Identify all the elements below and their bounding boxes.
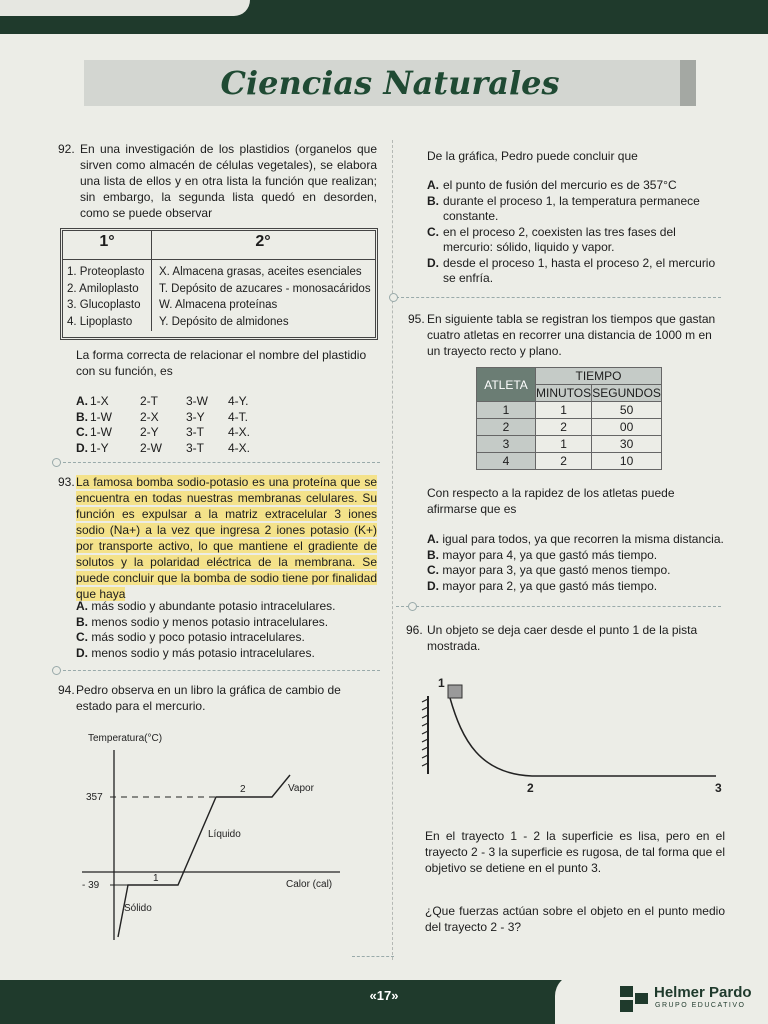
- q93-text: [76, 474, 377, 602]
- option-cell: 2-Y: [140, 425, 159, 439]
- option-text: menos sodio y menos potasio intracelulares.: [91, 614, 329, 629]
- q94-option-a[interactable]: [427, 178, 727, 194]
- graph-label-2: 2: [240, 784, 246, 795]
- plastid-name: 2. Amiloplasto: [67, 282, 139, 295]
- q92-option-c[interactable]: [76, 425, 276, 441]
- plastid-function: X. Almacena grasas, aceites esenciales: [159, 266, 362, 278]
- column-divider: [392, 140, 393, 960]
- q92-number: 92.: [58, 142, 75, 156]
- track-object-block: [448, 685, 462, 698]
- option-text: más sodio y poco potasio intracelulares.: [91, 630, 305, 644]
- table-cell: 1: [477, 402, 536, 419]
- plastid-function: T. Depósito de azucares - monosacáridos: [159, 282, 371, 295]
- option-letter: A.: [76, 599, 88, 613]
- table-cell: 4: [477, 453, 536, 470]
- q95-options: [427, 532, 727, 594]
- table-cell: 30: [592, 436, 662, 453]
- graph-tick-357: 357: [86, 792, 103, 803]
- track-point-3: 3: [715, 781, 722, 795]
- top-header-tab: [0, 0, 250, 16]
- page-number: «17»: [369, 988, 399, 1003]
- q94-text: Pedro observa en un libro la gráfica de cambio de estado para el mercurio.: [76, 683, 341, 713]
- option-text: mayor para 4, ya que gastó más tiempo.: [442, 547, 658, 562]
- option-cell: 3-T: [186, 440, 204, 455]
- brand-name: Helmer Pardo: [654, 984, 752, 1001]
- q96-text: Un objeto se deja caer desde el punto 1 de la pista mostrada.: [427, 623, 698, 653]
- table-cell: 3: [477, 436, 536, 453]
- option-text: mayor para 3, ya que gastó menos tiempo.: [442, 563, 671, 577]
- option-text: el punto de fusión del mercurio es de 357°C: [443, 178, 677, 192]
- q93-options: [76, 599, 376, 661]
- table-row: [477, 453, 662, 470]
- time-table-header-atleta: ATLETA: [477, 368, 536, 402]
- brand-logo-icon: [620, 986, 650, 1012]
- q95-number: 95.: [408, 312, 425, 326]
- option-letter: C.: [76, 630, 88, 644]
- option-cell: 4-Y.: [228, 394, 249, 408]
- q96-paragraph-2: ¿Que fuerzas actúan sobre el objeto en el punto medio del trayecto 2 - 3?: [425, 904, 725, 934]
- option-text: más sodio y abundante potasio intracelulares.: [91, 599, 336, 613]
- option-cell: 4-X.: [228, 440, 251, 455]
- table-cell: 10: [592, 453, 662, 470]
- q95-option-b[interactable]: [427, 548, 727, 564]
- q92-prompt: La forma correcta de relacionar el nombre del plastidio con su función, es: [76, 348, 367, 378]
- q92-text: En una investigación de los plastidios (organelos que sirven como almacén de células vegetales), se elabora una lista de ellos y en otra lista la función que realizan; sin embargo, la segunda lista quedó en desorden, como se puede observar: [80, 142, 377, 220]
- q92-option-b[interactable]: [76, 410, 276, 426]
- separator: [396, 297, 721, 298]
- table-cell: 50: [592, 402, 662, 419]
- plastid-table-header-rule: [63, 259, 375, 260]
- plastid-col1-list: [67, 264, 151, 330]
- q96-number: 96.: [406, 623, 423, 637]
- q94-option-b[interactable]: [427, 194, 727, 225]
- table-row: [477, 436, 662, 453]
- q93-option-d[interactable]: [76, 646, 376, 662]
- graph-y-axis-label: Temperatura(°C): [88, 733, 163, 744]
- q93-number: 93.: [58, 475, 75, 489]
- separator: [352, 956, 394, 957]
- graph-label-vapor: Vapor: [288, 783, 314, 794]
- q93-option-a[interactable]: [76, 599, 376, 615]
- option-letter: D.: [427, 255, 439, 270]
- option-cell: 3-T: [186, 425, 204, 439]
- q92-option-a[interactable]: [76, 394, 276, 410]
- mercury-phase-graph: [60, 725, 390, 955]
- q94-number: 94.: [58, 683, 75, 697]
- option-text: mayor para 2, ya que gastó más tiempo.: [442, 578, 658, 593]
- brand-logo: [620, 986, 760, 1016]
- track-path: [450, 698, 716, 776]
- option-letter: A.: [427, 178, 439, 192]
- option-cell: 1-W: [90, 409, 112, 424]
- graph-x-axis-label: Calor (cal): [286, 879, 333, 890]
- option-letter: D.: [427, 578, 439, 593]
- option-cell: 3-Y: [186, 409, 205, 424]
- q93-highlighted-text: La famosa bomba sodio-potasio es una proteína que se encuentra en todas nuestras membranas celulares. Su función es expulsar a la matriz extracelular 3 iones sodio (Na+) a la vez que ingresa 2 iones potasio (K+) por transporte activo, lo que mantiene el gradiente de solutos y la polaridad eléctrica de la membrana. Se puede concluir que la bomba de sodio tiene por finalidad que haya: [76, 475, 377, 601]
- time-table-header-segundos: SEGUNDOS: [592, 386, 661, 400]
- track-figure: [410, 670, 740, 800]
- table-cell: 00: [592, 419, 662, 436]
- option-cell: 1-W: [90, 425, 112, 439]
- plastid-table: [60, 228, 378, 340]
- option-cell: 4-T.: [228, 409, 249, 424]
- q95-prompt: Con respecto a la rapidez de los atletas puede afirmarse que es: [427, 486, 675, 516]
- table-cell: 1: [536, 436, 592, 453]
- q93-option-c[interactable]: [76, 630, 376, 646]
- option-letter: B.: [427, 193, 439, 208]
- option-letter: D.: [76, 645, 88, 660]
- option-letter: B.: [76, 614, 88, 629]
- graph-label-solido: Sólido: [124, 903, 152, 914]
- plastid-function: W. Almacena proteínas: [159, 299, 278, 311]
- q95-option-a[interactable]: [427, 532, 727, 548]
- plastid-name: 4. Lipoplasto: [67, 315, 133, 328]
- table-cell: 2: [536, 419, 592, 436]
- plastid-col2-header: 2°: [255, 233, 271, 250]
- option-cell: 1-X: [90, 394, 109, 408]
- athlete-time-table: [476, 367, 662, 470]
- option-letter: C.: [427, 224, 439, 239]
- option-cell: 2-W: [140, 440, 162, 455]
- table-cell: 2: [536, 453, 592, 470]
- plastid-name: 3. Glucoplasto: [67, 299, 141, 311]
- graph-label-1: 1: [153, 873, 159, 884]
- plastid-col2-list: [159, 264, 373, 330]
- option-text: desde el proceso 1, hasta el proceso 2, el mercurio se enfría.: [443, 255, 716, 285]
- option-letter: B.: [427, 547, 439, 562]
- time-table-header-tiempo: TIEMPO: [536, 368, 662, 385]
- option-letter: B.: [76, 409, 88, 424]
- graph-label-liquido: Líquido: [208, 829, 241, 840]
- option-letter: C.: [427, 563, 439, 577]
- q95-option-d[interactable]: [427, 579, 727, 595]
- separator: [58, 670, 380, 671]
- q94-options: [427, 178, 727, 287]
- track-point-1: 1: [438, 676, 445, 690]
- plastid-name: 1. Proteoplasto: [67, 266, 145, 278]
- separator-dot: [408, 602, 417, 611]
- q93-option-b[interactable]: [76, 615, 376, 631]
- option-cell: 4-X.: [228, 425, 251, 439]
- separator-dot: [52, 458, 61, 467]
- brand-subtitle: GRUPO EDUCATIVO: [655, 1002, 746, 1009]
- table-row: [477, 402, 662, 419]
- graph-tick-m39: - 39: [82, 880, 100, 891]
- q95-option-c[interactable]: [427, 563, 727, 579]
- option-letter: A.: [427, 532, 439, 546]
- option-text: durante el proceso 1, la temperatura permanece constante.: [443, 193, 700, 223]
- q94-continuation: De la gráfica, Pedro puede concluir que: [427, 149, 638, 163]
- page-title: Ciencias Naturales: [220, 64, 560, 102]
- time-table-header-minutos: MINUTOS: [536, 386, 592, 400]
- separator: [58, 462, 380, 463]
- track-point-2: 2: [527, 781, 534, 795]
- q95-text: En siguiente tabla se registran los tiempos que gastan cuatro atletas en recorrer una distancia de 1000 m en un trayecto recto y plano.: [427, 312, 716, 358]
- plastid-col1-header: 1°: [99, 233, 115, 250]
- option-text: en el proceso 2, coexisten las tres fases del mercurio: sólido, liquido y vapor.: [443, 224, 676, 254]
- table-cell: 2: [477, 419, 536, 436]
- table-cell: 1: [536, 402, 592, 419]
- option-text: igual para todos, ya que recorren la misma distancia.: [442, 532, 724, 546]
- separator: [396, 606, 721, 607]
- option-cell: 1-Y: [90, 440, 109, 455]
- option-text: menos sodio y más potasio intracelulares.: [91, 645, 315, 660]
- option-cell: 2-X: [140, 409, 159, 424]
- plastid-function: Y. Depósito de almidones: [159, 315, 289, 328]
- option-letter: A.: [76, 394, 88, 408]
- q94-option-d[interactable]: [427, 256, 727, 287]
- q92-options: [76, 394, 276, 456]
- q94-option-c[interactable]: [427, 225, 727, 256]
- separator-dot: [52, 666, 61, 675]
- separator-dot: [389, 293, 398, 302]
- option-cell: 3-W: [186, 394, 208, 408]
- option-cell: 2-T: [140, 394, 158, 408]
- table-row: [477, 419, 662, 436]
- q92-option-d[interactable]: [76, 441, 276, 457]
- option-letter: C.: [76, 425, 88, 439]
- q96-paragraph-1: En el trayecto 1 - 2 la superficie es lisa, pero en el trayecto 2 - 3 la superficie es rugosa, de tal forma que el objetivo se detiene en el punto 3.: [425, 829, 725, 875]
- option-letter: D.: [76, 440, 88, 455]
